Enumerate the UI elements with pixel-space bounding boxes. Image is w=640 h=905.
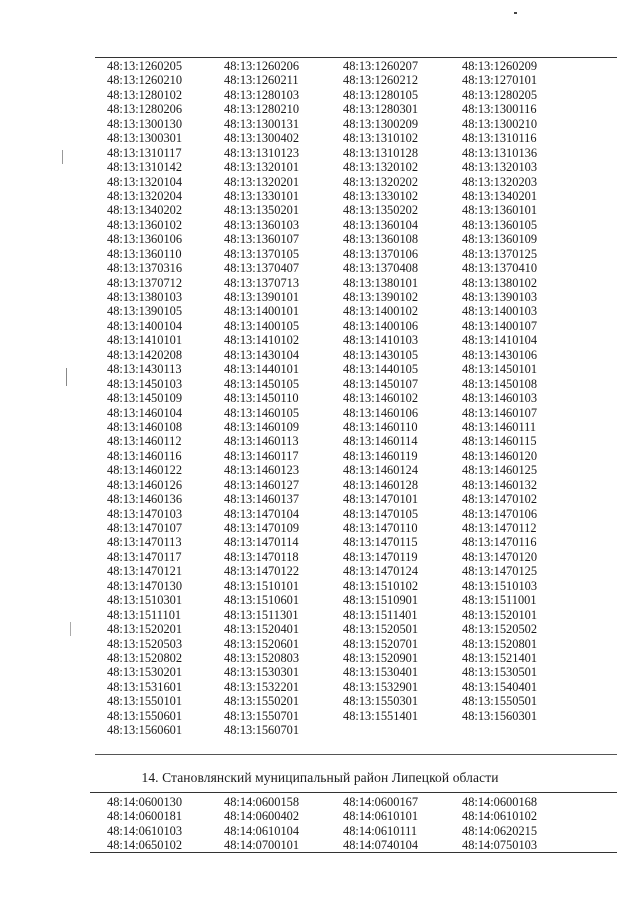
table-cell: 48:13:1360102 <box>107 217 183 232</box>
table-cell: 48:14:0600158 <box>224 795 300 809</box>
table-cell: 48:13:1520502 <box>462 622 538 637</box>
table-cell: 48:13:1280206 <box>107 102 183 117</box>
table-cell: 48:13:1310136 <box>462 145 538 160</box>
table-cell: 48:13:1460115 <box>462 434 537 449</box>
table-cell: 48:13:1360105 <box>462 217 538 232</box>
table-cell: 48:13:1530301 <box>224 665 300 680</box>
table-cell: 48:13:1450103 <box>107 376 183 391</box>
table-cell: 48:13:1460123 <box>224 463 300 478</box>
table-cell: 48:13:1350202 <box>343 203 419 218</box>
table-cell: 48:14:0610103 <box>107 823 183 838</box>
scan-speck <box>70 622 71 636</box>
table-cell: 48:13:1520601 <box>224 636 300 651</box>
table-cell: 48:13:1551401 <box>343 708 419 723</box>
table-cell: 48:13:1460126 <box>107 477 183 492</box>
table-cell: 48:13:1260211 <box>224 73 299 88</box>
table-bottom-rule <box>95 754 617 755</box>
table-cell: 48:13:1460114 <box>343 434 418 449</box>
table-top-rule <box>95 57 617 58</box>
scan-speck <box>62 150 63 164</box>
table-cell: 48:13:1521401 <box>462 650 538 665</box>
table-cell: 48:13:1260210 <box>107 73 183 88</box>
table-cell: 48:13:1460124 <box>343 463 419 478</box>
table-cell: 48:13:1300116 <box>462 102 537 117</box>
table-cell: 48:13:1470130 <box>107 578 183 593</box>
table-cell: 48:13:1520101 <box>462 607 538 622</box>
table-cell: 48:13:1410103 <box>343 333 419 348</box>
table-cell: 48:13:1400106 <box>343 318 419 333</box>
table-cell: 48:13:1360106 <box>107 232 183 247</box>
table-cell: 48:13:1460108 <box>107 419 183 434</box>
table-cell: 48:13:1310102 <box>343 131 419 146</box>
table-cell: 48:13:1550301 <box>343 694 419 709</box>
table-cell: 48:13:1410101 <box>107 333 183 348</box>
table-cell: 48:13:1360110 <box>107 246 182 261</box>
table-cell: 48:13:1410104 <box>462 333 538 348</box>
table-cell: 48:13:1260206 <box>224 59 300 73</box>
table-cell: 48:13:1460107 <box>462 405 538 420</box>
table-cell: 48:13:1520401 <box>224 622 300 637</box>
table-cell: 48:14:0600402 <box>224 809 300 824</box>
table-cell: 48:13:1370316 <box>107 261 183 276</box>
table-cell: 48:14:0750103 <box>462 838 538 853</box>
table-cell: 48:13:1430105 <box>343 347 419 362</box>
table-cell: 48:13:1470119 <box>343 549 418 564</box>
table-cell: 48:13:1370125 <box>462 246 538 261</box>
table-cell: 48:13:1510101 <box>224 578 300 593</box>
table-cell: 48:13:1270101 <box>462 73 538 88</box>
table-cell: 48:13:1400102 <box>343 304 419 319</box>
table-cell: 48:13:1370408 <box>343 261 419 276</box>
table-cell: 48:13:1360107 <box>224 232 300 247</box>
table-cell: 48:13:1460127 <box>224 477 300 492</box>
table-cell: 48:13:1470109 <box>224 521 300 535</box>
table-cell: 48:14:0600167 <box>343 795 419 809</box>
table-cell: 48:13:1460103 <box>462 391 538 406</box>
table-cell: 48:13:1300130 <box>107 116 183 131</box>
table-cell: 48:14:0610102 <box>462 809 538 824</box>
table-cell: 48:14:0610104 <box>224 823 300 838</box>
table-cell: 48:13:1532901 <box>343 679 419 694</box>
table-cell: 48:13:1460112 <box>107 434 182 449</box>
table-cell: 48:13:1440105 <box>343 362 419 377</box>
table-cell: 48:13:1340202 <box>107 203 183 218</box>
table-cell: 48:13:1350201 <box>224 203 300 218</box>
table-cell: 48:13:1400104 <box>107 318 183 333</box>
table-cell: 48:13:1330101 <box>224 188 300 203</box>
table-cell: 48:13:1400103 <box>462 304 538 319</box>
table-cell: 48:13:1530201 <box>107 665 183 680</box>
table-cell: 48:13:1300210 <box>462 116 538 131</box>
table-cell: 48:13:1450101 <box>462 362 538 377</box>
table-cell: 48:13:1460117 <box>224 448 299 463</box>
table-cell: 48:13:1470104 <box>224 506 300 521</box>
table-cell: 48:13:1410102 <box>224 333 300 348</box>
table-cell: 48:13:1390101 <box>224 290 300 304</box>
table-cell: 48:13:1520801 <box>462 636 538 651</box>
table-cell: 48:13:1470114 <box>224 535 299 550</box>
table-cell: 48:13:1470115 <box>343 535 418 550</box>
table-cell: 48:13:1510601 <box>224 593 300 608</box>
table-cell: 48:13:1560301 <box>462 708 538 723</box>
table-cell: 48:13:1470101 <box>343 492 419 507</box>
table-cell: 48:13:1300131 <box>224 116 300 131</box>
table-cell: 48:13:1470110 <box>343 521 418 535</box>
table-cell: 48:13:1460120 <box>462 448 538 463</box>
table-cell: 48:13:1390103 <box>462 290 538 304</box>
table-cell: 48:13:1390102 <box>343 290 419 304</box>
table-cell: 48:13:1370410 <box>462 261 538 276</box>
table-cell: 48:13:1470116 <box>462 535 537 550</box>
table-cell: 48:13:1560701 <box>224 723 300 738</box>
table-cell: 48:13:1532201 <box>224 679 300 694</box>
table-cell: 48:13:1310128 <box>343 145 419 160</box>
table-cell: 48:13:1370712 <box>107 275 183 290</box>
table-cell: 48:13:1430113 <box>107 362 182 377</box>
table-cell: 48:13:1460119 <box>343 448 418 463</box>
table-cell: 48:13:1550101 <box>107 694 183 709</box>
table-cell: 48:13:1511001 <box>462 593 537 608</box>
table-cell: 48:13:1510103 <box>462 578 538 593</box>
table-cell: 48:13:1460110 <box>343 419 418 434</box>
table-cell: 48:13:1320103 <box>462 160 538 175</box>
table-cell: 48:13:1550201 <box>224 694 300 709</box>
table-cell: 48:13:1520501 <box>343 622 419 637</box>
table-cell: 48:13:1470122 <box>224 564 300 579</box>
table-cell: 48:13:1470120 <box>462 549 538 564</box>
table-cell: 48:13:1470103 <box>107 506 183 521</box>
table-cell: 48:13:1460122 <box>107 463 183 478</box>
table-cell: 48:13:1280102 <box>107 87 183 102</box>
table-cell: 48:13:1320101 <box>224 160 300 175</box>
table-cell: 48:14:0600181 <box>107 809 183 824</box>
table-cell: 48:13:1310116 <box>462 131 537 146</box>
table-bottom-rule-14 <box>90 852 617 853</box>
table-cell: 48:13:1280103 <box>224 87 300 102</box>
table-cell: 48:13:1470112 <box>462 521 537 535</box>
table-cell: 48:13:1460105 <box>224 405 300 420</box>
table-cell: 48:13:1470102 <box>462 492 538 507</box>
table-cell: 48:13:1460125 <box>462 463 538 478</box>
table-cell: 48:13:1470117 <box>107 549 182 564</box>
table-cell: 48:13:1320201 <box>224 174 300 189</box>
table-cell: 48:13:1280210 <box>224 102 300 117</box>
table-cell: 48:13:1520802 <box>107 650 183 665</box>
table-cell: 48:14:0600168 <box>462 795 538 809</box>
table-cell: 48:14:0610111 <box>343 823 418 838</box>
table-cell <box>325 723 440 737</box>
table-cell: 48:13:1470106 <box>462 506 538 521</box>
table-cell: 48:13:1320202 <box>343 174 419 189</box>
table-cell: 48:13:1510901 <box>343 593 419 608</box>
table-cell: 48:13:1280105 <box>343 87 419 102</box>
table-cell: 48:13:1260205 <box>107 59 183 73</box>
table-cell: 48:13:1560601 <box>107 723 183 738</box>
table-cell: 48:13:1370407 <box>224 261 300 276</box>
table-cell: 48:13:1400107 <box>462 318 538 333</box>
section-heading: 14. Становлянский муниципальный район Липецкой области <box>141 770 499 785</box>
table-cell: 48:13:1260209 <box>462 59 538 73</box>
table-cell: 48:13:1520701 <box>343 636 419 651</box>
table-cell: 48:13:1310142 <box>107 160 183 175</box>
table-cell: 48:13:1450109 <box>107 391 183 406</box>
table-cell: 48:13:1511401 <box>343 607 418 622</box>
table-cell: 48:13:1511101 <box>107 607 182 622</box>
table-cell: 48:14:0610101 <box>343 809 419 824</box>
table-cell: 48:13:1260207 <box>343 59 419 73</box>
table-cell: 48:13:1460111 <box>462 419 537 434</box>
table-cell: 48:13:1550701 <box>224 708 300 723</box>
table-cell: 48:13:1470124 <box>343 564 419 579</box>
table-cell: 48:13:1550601 <box>107 708 183 723</box>
table-cell: 48:13:1420208 <box>107 347 183 362</box>
table-cell: 48:13:1300209 <box>343 116 419 131</box>
table-cell: 48:13:1460102 <box>343 391 419 406</box>
table-cell: 48:13:1520503 <box>107 636 183 651</box>
table-cell: 48:13:1520901 <box>343 650 419 665</box>
table-cell: 48:13:1330102 <box>343 188 419 203</box>
table-cell: 48:13:1370106 <box>343 246 419 261</box>
table-cell: 48:13:1510102 <box>343 578 419 593</box>
table-cell: 48:13:1360109 <box>462 232 538 247</box>
table-cell: 48:13:1511301 <box>224 607 299 622</box>
table-cell: 48:13:1460106 <box>343 405 419 420</box>
table-cell: 48:14:0650102 <box>107 838 183 853</box>
scan-speck <box>66 368 67 386</box>
table-cell: 48:13:1430104 <box>224 347 300 362</box>
table-cell: 48:13:1400105 <box>224 318 300 333</box>
table-cell: 48:13:1470107 <box>107 521 183 535</box>
table-cell: 48:13:1370105 <box>224 246 300 261</box>
table-cell: 48:13:1470113 <box>107 535 182 550</box>
table-cell: 48:13:1360101 <box>462 203 538 218</box>
table-cell: 48:14:0620215 <box>462 823 538 838</box>
table-cell: 48:13:1310117 <box>107 145 182 160</box>
table-cell: 48:13:1470105 <box>343 506 419 521</box>
table-cell: 48:13:1320104 <box>107 174 183 189</box>
table-cell: 48:13:1460132 <box>462 477 538 492</box>
table-cell: 48:13:1360104 <box>343 217 419 232</box>
table-cell: 48:13:1360108 <box>343 232 419 247</box>
table-cell: 48:14:0600130 <box>107 795 183 809</box>
table-cell: 48:13:1450110 <box>224 391 299 406</box>
table-cell: 48:13:1380102 <box>462 275 538 290</box>
table-cell: 48:13:1260212 <box>343 73 419 88</box>
table-cell: 48:13:1430106 <box>462 347 538 362</box>
table-cell: 48:13:1380101 <box>343 275 419 290</box>
table-cell: 48:13:1530401 <box>343 665 419 680</box>
table-cell: 48:13:1540401 <box>462 679 538 694</box>
table-cell: 48:13:1370713 <box>224 275 300 290</box>
cadastral-table-13 <box>95 59 615 738</box>
table-cell: 48:13:1340201 <box>462 188 538 203</box>
table-cell: 48:13:1520201 <box>107 622 183 637</box>
table-cell: 48:13:1470121 <box>107 564 183 579</box>
table-cell: 48:13:1300402 <box>224 131 300 146</box>
table-cell: 48:13:1300301 <box>107 131 183 146</box>
table-cell: 48:13:1450108 <box>462 376 538 391</box>
table-cell: 48:13:1400101 <box>224 304 300 319</box>
table-top-rule-14 <box>90 792 617 793</box>
table-cell: 48:13:1460137 <box>224 492 300 507</box>
table-cell: 48:13:1450105 <box>224 376 300 391</box>
table-cell: 48:13:1450107 <box>343 376 419 391</box>
table-cell <box>440 723 555 737</box>
table-cell: 48:13:1380103 <box>107 290 183 304</box>
table-cell: 48:13:1280301 <box>343 102 419 117</box>
table-cell: 48:14:0740104 <box>343 838 419 853</box>
table-cell: 48:13:1460116 <box>107 448 182 463</box>
table-cell: 48:13:1460113 <box>224 434 299 449</box>
table-cell: 48:13:1460104 <box>107 405 183 420</box>
table-cell: 48:13:1320203 <box>462 174 538 189</box>
table-cell: 48:13:1470118 <box>224 549 299 564</box>
table-cell: 48:14:0700101 <box>224 838 300 853</box>
table-cell: 48:13:1530501 <box>462 665 538 680</box>
table-cell: 48:13:1460109 <box>224 419 300 434</box>
table-cell: 48:13:1320102 <box>343 160 419 175</box>
table-cell: 48:13:1520803 <box>224 650 300 665</box>
table-cell: 48:13:1550501 <box>462 694 538 709</box>
table-cell: 48:13:1310123 <box>224 145 300 160</box>
cadastral-table-14 <box>95 795 615 853</box>
table-cell: 48:13:1360103 <box>224 217 300 232</box>
table-cell: 48:13:1460128 <box>343 477 419 492</box>
scan-speck <box>514 12 517 14</box>
table-cell: 48:13:1460136 <box>107 492 183 507</box>
table-cell: 48:13:1470125 <box>462 564 538 579</box>
table-cell: 48:13:1390105 <box>107 304 183 319</box>
table-cell: 48:13:1440101 <box>224 362 300 377</box>
table-cell: 48:13:1510301 <box>107 593 183 608</box>
table-cell: 48:13:1531601 <box>107 679 183 694</box>
table-cell: 48:13:1280205 <box>462 87 538 102</box>
table-cell: 48:13:1320204 <box>107 188 183 203</box>
